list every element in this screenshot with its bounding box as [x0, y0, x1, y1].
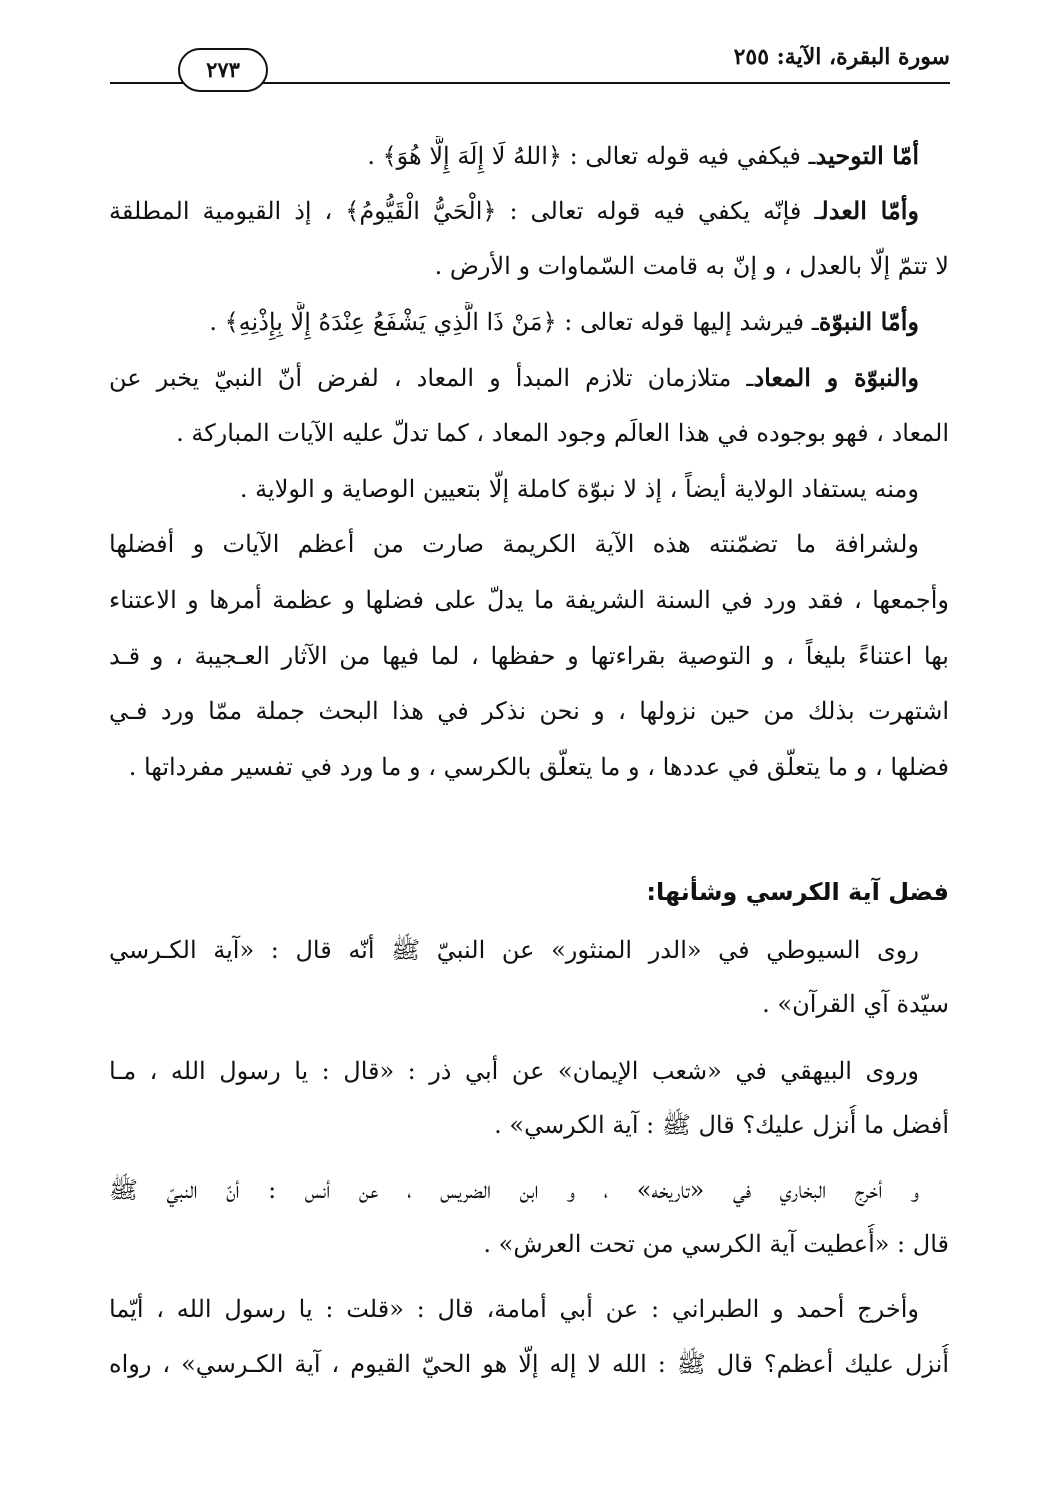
lead-term: وأمّا العدل	[821, 196, 919, 225]
text-line	[109, 358, 919, 398]
text-line: ومنه يستفاد الولاية أيضاً ، إذ لا نبوّة كاملة إلّا بتعيين الوصاية و الولاية .	[239, 475, 919, 503]
text-line: وأجمعها ، فقد ورد في السنة الشريفة ما يدلّ على فضلها و عظمة أمرها و الاعتناء	[109, 586, 949, 614]
text-line: المعاد ، فهو بوجوده في هذا العالَم وجود المعاد ، كما تدلّ عليه الآيات المباركة .	[176, 419, 949, 447]
text-line	[109, 302, 919, 342]
text-line: قال : «أُعطيت آية الكرسي من تحت العرش» .	[483, 1230, 949, 1258]
text-line: لا تتمّ إلّا بالعدل ، و إنّ به قامت السّماوات و الأرض .	[434, 252, 949, 280]
text-line: اشتهرت بذلك من حين نزولها ، و نحن نذكر في هذا البحث جملة ممّا ورد فـي	[109, 697, 949, 725]
line-text: ـ فيرشد إليها قوله تعالى : ﴿مَنْ ذَا الَّذِي يَشْفَعُ عِنْدَهُ إِلَّا بِإِذْنِهِ﴾ .	[209, 308, 819, 336]
lead-term: والنبوّة و المعاد	[753, 363, 919, 392]
text-line: و أخرج البخاري في «تاريخه» ، و ابن الضريس ، عن أنس : أنّ النبيّ ﷺ	[109, 1176, 919, 1204]
text-line: أفضل ما أُنزل عليك؟ قال ﷺ : آية الكرسي» .	[494, 1111, 949, 1139]
text-line: ولشرافة ما تضمّنته هذه الآية الكريمة صارت من أعظم الآيات و أفضلها	[109, 530, 919, 558]
lead-term: أمّا التوحيد	[815, 141, 919, 170]
page-header	[110, 38, 950, 84]
lead-term: وأمّا النبوّة	[818, 307, 919, 336]
line-text: ـ متلازمان تلازم المبدأ و المعاد ، لفرض أنّ النبيّ يخبر عن	[109, 364, 754, 392]
text-line: وأخرج أحمد و الطبراني : عن أبي أمامة، قال : «قلت : يا رسول الله ، أيّما	[109, 1295, 919, 1323]
text-line: بها اعتناءً بليغاً ، و التوصية بقراءتها و حفظها ، لما فيها من الآثار العـجيبة ، و قـد	[109, 642, 949, 670]
section-heading: فضل آية الكرسي وشأنها:	[646, 878, 949, 906]
text-line: وروى البيهقي في «شعب الإيمان» عن أبي ذر : «قال : يا رسول الله ، مـا	[109, 1057, 919, 1085]
text-line: سيّدة آي القرآن» .	[762, 990, 949, 1018]
line-text: ـ فيكفي فيه قوله تعالى : ﴿اللهُ لَا إِلَهَ إِلَّا هُوَ﴾ .	[367, 142, 816, 170]
surah-title: سورة البقرة، الآية: ٢٥٥	[733, 44, 950, 70]
line-text: ـ فإنّه يكفي فيه قوله تعالى : ﴿الْحَيُّ الْقَيُّومُ﴾ ، إذ القيومية المطلقة	[109, 197, 822, 225]
text-line: أُنزل عليك أعظم؟ قال ﷺ : الله لا إله إلّا هو الحيّ القيوم ، آية الكـرسي» ، رواه	[109, 1350, 949, 1378]
text-line	[109, 136, 919, 176]
page-number: ٢٧٣	[178, 48, 268, 92]
text-line: فضلها ، و ما يتعلّق في عددها ، و ما يتعلّق بالكرسي ، و ما ورد في تفسير مفرداتها .	[128, 753, 949, 781]
text-line	[109, 191, 919, 231]
text-line: روى السيوطي في «الدر المنثور» عن النبيّ ﷺ أنّه قال : «آية الكـرسي	[109, 936, 919, 964]
